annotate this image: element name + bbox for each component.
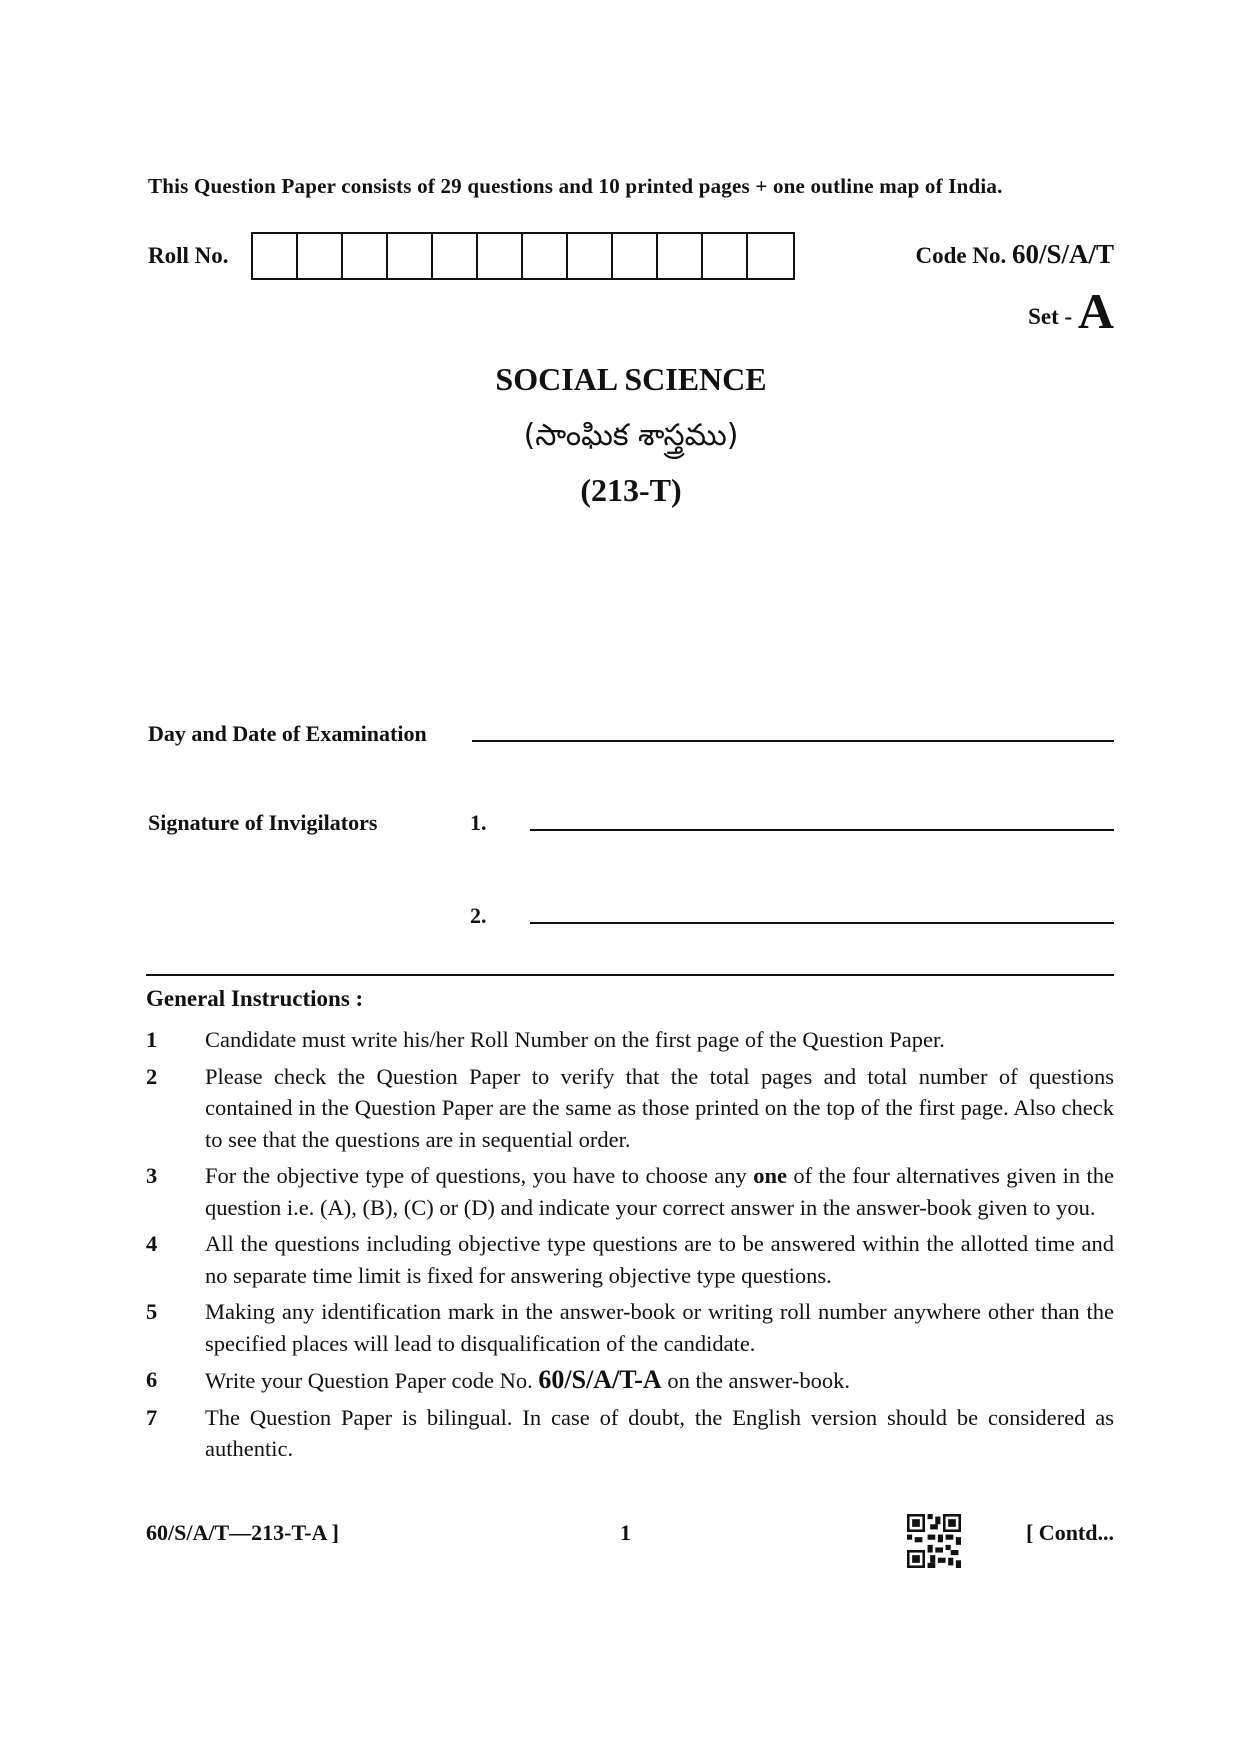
instruction-number: 2 <box>146 1063 158 1089</box>
subject-title-telugu: (సాంఘిక శాస్త్రము) <box>523 418 739 453</box>
set-label: Set - <box>1028 304 1073 329</box>
instruction-text: Please check the Question Paper to verify that the total pages and total number of questions contained in the Question Paper are the same as those printed on the top of the first page. Also check to see that the questions are in sequential order. <box>205 1063 1114 1152</box>
instruction-item <box>146 1402 1114 1465</box>
header-note: This Question Paper consists of 29 questions and 10 printed pages + one outline map of India. <box>148 174 1003 198</box>
code-number-label: Code No. <box>915 243 1007 268</box>
instruction-item <box>146 1024 1114 1056</box>
instruction-text: All the questions including objective type questions are to be answered within the allotted time and no separate time limit is fixed for answering objective type questions. <box>205 1231 1114 1288</box>
qr-code-icon <box>907 1514 961 1568</box>
signature-2-number: 2. <box>470 903 487 928</box>
roll-box <box>343 234 388 278</box>
continued-marker: [ Contd... <box>1025 1520 1114 1545</box>
code-number-value: 60/S/A/T <box>1011 239 1114 269</box>
roll-box <box>658 234 703 278</box>
instructions-list <box>146 1024 1114 1470</box>
instructions-title: General Instructions : <box>146 986 364 1011</box>
roll-box <box>433 234 478 278</box>
instruction-item <box>146 1160 1114 1223</box>
exam-date-line <box>472 740 1114 742</box>
instruction-number: 7 <box>146 1404 158 1430</box>
roll-box <box>478 234 523 278</box>
signature-1-line <box>530 829 1114 831</box>
instruction-text <box>205 1160 1114 1223</box>
roll-box <box>298 234 343 278</box>
exam-date-label: Day and Date of Examination <box>148 721 427 746</box>
instruction-number: 4 <box>146 1231 158 1256</box>
roll-box <box>523 234 568 278</box>
roll-box <box>703 234 748 278</box>
signature-2-line <box>530 922 1114 924</box>
instruction-number: 3 <box>146 1163 158 1188</box>
roll-box <box>748 234 793 278</box>
instruction-item <box>146 1061 1114 1156</box>
roll-box <box>253 234 298 278</box>
code-number <box>915 239 1114 270</box>
instruction-text-part: on the answer-book. <box>667 1368 850 1393</box>
set-value: A <box>1077 283 1114 339</box>
roll-box <box>388 234 433 278</box>
instruction-text: Making any identification mark in the answer-book or writing roll number anywhere other than the specified places will lead to disqualification of the candidate. <box>205 1299 1114 1356</box>
instruction-item <box>146 1364 1114 1397</box>
instruction-number: 5 <box>146 1299 158 1324</box>
set-indicator <box>1028 282 1114 340</box>
signature-1-number: 1. <box>470 810 487 835</box>
instruction-number: 1 <box>146 1027 158 1052</box>
roll-box <box>568 234 613 278</box>
instruction-text <box>205 1364 1114 1397</box>
instruction-text-part: For the objective type of questions, you have to choose any <box>205 1163 747 1188</box>
section-divider <box>146 974 1114 976</box>
instruction-item <box>146 1228 1114 1291</box>
instruction-number: 6 <box>146 1367 158 1392</box>
subject-title: SOCIAL SCIENCE <box>495 361 767 397</box>
paper-code-inline: 60/S/A/T-A <box>538 1365 662 1394</box>
instruction-text-part: of the four alternatives given in the question i.e. (A), (B), (C) or (D) and indicate your correct answer in the answer-book given to you. <box>205 1163 1115 1220</box>
instruction-item <box>146 1296 1114 1359</box>
footer-paper-code: 60/S/A/T—213-T-A ] <box>146 1520 339 1545</box>
roll-number-label: Roll No. <box>148 243 229 268</box>
instruction-emphasis: one <box>753 1163 787 1188</box>
instruction-text-part: Write your Question Paper code No. <box>205 1368 533 1393</box>
roll-number-boxes <box>251 232 795 280</box>
page-number: 1 <box>620 1520 631 1545</box>
roll-box <box>613 234 658 278</box>
instruction-text: The Question Paper is bilingual. In case of doubt, the English version should be considered as authentic. <box>205 1404 1114 1461</box>
subject-code: (213-T) <box>580 472 682 508</box>
instruction-text: Candidate must write his/her Roll Number on the first page of the Question Paper. <box>205 1027 945 1052</box>
invigilator-signature-label: Signature of Invigilators <box>148 810 378 835</box>
